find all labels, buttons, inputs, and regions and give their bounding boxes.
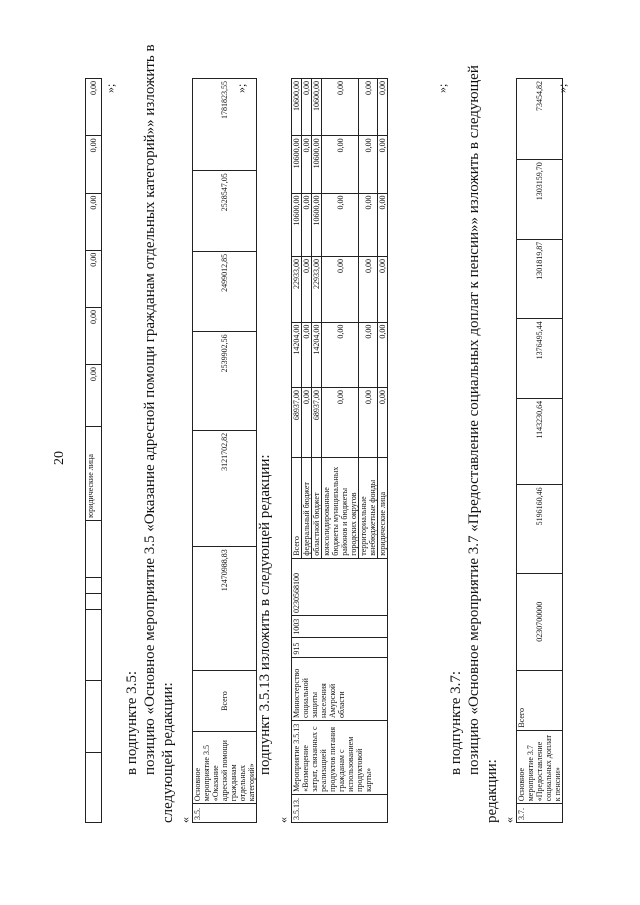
value-cell: 2499012,85 xyxy=(193,251,257,332)
value-cell: 0,00 xyxy=(302,136,312,193)
value-cell: 22933,00 xyxy=(312,257,322,323)
value-cell: 14204,00 xyxy=(312,322,322,388)
source-label: Всего xyxy=(292,457,302,558)
page-number: 20 xyxy=(52,451,67,465)
row-name: Основное мероприятие 3.7 «Предоставление социальных доплат к пенсии» xyxy=(517,730,563,804)
value-cell: 1301819,87 xyxy=(517,239,563,319)
value-cell: 0,00 xyxy=(322,136,359,193)
source-label: юридические лица xyxy=(378,457,388,558)
value-cell: 0,00 xyxy=(302,257,312,323)
section-heading: в подпункте 3.5: xyxy=(124,670,140,775)
value-cell: 10600,00 xyxy=(312,193,322,256)
value-cell: 2539902,56 xyxy=(193,332,257,430)
value-cell: 0,00 xyxy=(86,193,102,250)
table-row xyxy=(193,79,257,823)
row-number: 3.7. xyxy=(517,804,563,823)
value-cell: 0,00 xyxy=(86,79,102,136)
table-3-5-13 xyxy=(291,78,388,823)
value-cell: 0,00 xyxy=(322,322,359,388)
table-3-5 xyxy=(192,78,257,823)
value-cell: 0,00 xyxy=(359,322,378,388)
value-cell: 10600,00 xyxy=(312,136,322,193)
table-row xyxy=(292,79,302,823)
value-cell: 0,00 xyxy=(86,250,102,307)
value-cell: 0,00 xyxy=(302,193,312,256)
value-cell: 0,00 xyxy=(378,136,388,193)
csr-code: 0230700000 xyxy=(517,573,563,670)
value-cell: 0,00 xyxy=(378,79,388,136)
source-label: территориальные внебюджетные фонды xyxy=(359,457,378,558)
value-cell: 0,00 xyxy=(359,257,378,323)
value-cell: 10600,00 xyxy=(292,193,302,256)
end-mark: »; xyxy=(435,83,449,93)
csr-code: 0230568100 xyxy=(292,558,388,615)
value-cell: 68937,00 xyxy=(292,388,302,458)
value-cell: 3121702,82 xyxy=(193,430,257,546)
value-cell: 1143230,64 xyxy=(517,398,563,484)
value-cell: 0,00 xyxy=(378,388,388,458)
value-cell: 0,00 xyxy=(302,322,312,388)
open-quote: « xyxy=(502,817,516,823)
row-executor: Министерство социальной защиты населения Амурской области xyxy=(292,657,388,720)
value-cell: 1376495,44 xyxy=(517,319,563,399)
rz-code: 1003 xyxy=(292,615,388,637)
value-cell: 0,00 xyxy=(86,365,102,427)
value-cell: 10600,00 xyxy=(312,79,322,136)
row-number: 3.5. xyxy=(193,804,257,823)
value-cell: 0,00 xyxy=(322,193,359,256)
value-cell: 0,00 xyxy=(359,193,378,256)
value-cell: 0,00 xyxy=(322,388,359,458)
value-cell: 0,00 xyxy=(378,257,388,323)
value-cell: 0,00 xyxy=(86,307,102,364)
open-quote: « xyxy=(276,817,290,823)
value-cell: 0,00 xyxy=(359,79,378,136)
end-mark: »; xyxy=(555,83,569,93)
value-cell: 0,00 xyxy=(359,388,378,458)
row-number: 3.5.13. xyxy=(292,794,388,822)
row-executor: Всего xyxy=(517,670,563,730)
open-quote: « xyxy=(178,817,192,823)
value-cell: 14204,00 xyxy=(292,322,302,388)
source-label: консолидированные бюджеты муниципальных районов и бюджеты городских округов xyxy=(322,457,359,558)
value-cell: 0,00 xyxy=(302,388,312,458)
table-3-7 xyxy=(516,78,563,823)
value-cell: 0,00 xyxy=(359,136,378,193)
row-executor: Всего xyxy=(193,671,257,732)
source-label: областной бюджет xyxy=(312,457,322,558)
top-table-fragment xyxy=(85,78,102,823)
value-cell: 10600,00 xyxy=(292,79,302,136)
value-cell: 0,00 xyxy=(322,257,359,323)
value-cell: 0,00 xyxy=(322,79,359,136)
section-heading: в подпункте 3.7: xyxy=(448,670,464,775)
grbs-code: 915 xyxy=(292,637,388,657)
value-cell: 2528547,05 xyxy=(193,171,257,252)
end-mark: »; xyxy=(103,83,117,93)
section-text: позицию «Основное мероприятие 3.5 «Оказание адресной помощи гражданам отдельных категорий»» изложить в xyxy=(142,44,158,775)
value-cell: 0,00 xyxy=(86,136,102,193)
table-row xyxy=(86,79,102,823)
table-row xyxy=(517,79,563,823)
section-text: следующей редакции: xyxy=(160,682,176,823)
value-cell: 0,00 xyxy=(378,322,388,388)
value-cell: 10600,00 xyxy=(292,136,302,193)
value-cell: 12470988,83 xyxy=(193,547,257,671)
value-cell: 1781823,55 xyxy=(193,79,257,171)
value-cell: 0,00 xyxy=(378,193,388,256)
end-mark: »; xyxy=(234,83,248,93)
row-name: Мероприятие 3.5.13 «Возмещение затрат, связанных с реализацией продуктов питания гражданам с использованием продуктовой карты» xyxy=(292,721,388,795)
value-cell: 0,00 xyxy=(302,79,312,136)
value-cell: 5196160,46 xyxy=(517,485,563,573)
value-cell: 73454,82 xyxy=(517,79,563,160)
value-cell: 1303159,70 xyxy=(517,160,563,240)
source-label: юридические лица xyxy=(86,427,102,521)
value-cell: 68937,00 xyxy=(312,388,322,458)
source-label: федеральный бюджет xyxy=(302,457,312,558)
row-name: Основное мероприятие 3.5 «Оказание адресной помощи гражданам отдельных категорий» xyxy=(193,731,257,803)
section-heading: подпункт 3.5.13 изложить в следующей редакции: xyxy=(257,454,273,775)
section-text: редакции: xyxy=(484,759,500,823)
value-cell: 22933,00 xyxy=(292,257,302,323)
section-text: позицию «Основное мероприятие 3.7 «Предоставление социальных доплат к пенсии»» изложить в следующей xyxy=(466,65,482,775)
